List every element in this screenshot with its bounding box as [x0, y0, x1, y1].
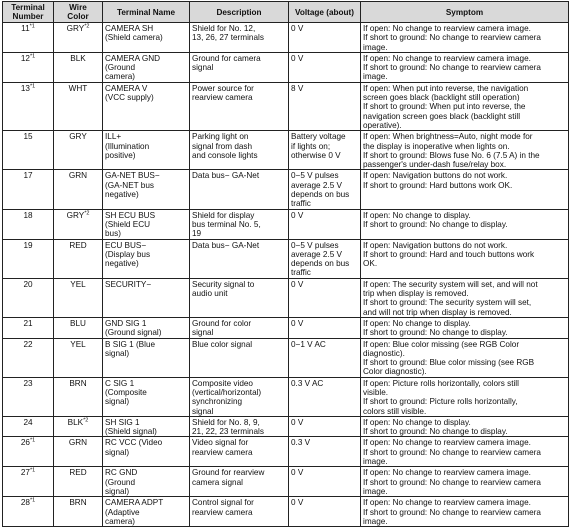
- wire-color: GRY: [66, 24, 85, 33]
- wire-color: YEL: [70, 279, 86, 289]
- terminal-number-footnote: *1: [29, 437, 36, 444]
- terminal-number-cell: [3, 377, 54, 416]
- terminal-number: 20: [23, 279, 33, 289]
- wire-color-cell: [54, 416, 103, 437]
- terminal-name: RC GND (Ground signal): [103, 467, 190, 497]
- terminal-number-footnote: *1: [29, 23, 35, 30]
- wire-color-cell: [54, 437, 103, 467]
- terminal-description: Shield for display bus terminal No. 5, 19: [190, 209, 289, 239]
- terminal-number-cell: [3, 170, 54, 209]
- terminal-symptom: If open: No change to display. If short to ground: No change to display.: [361, 209, 569, 239]
- terminal-symptom: If open: When brightness=Auto, night mode for the display is inoperative when lights on. If short to ground: Blows fuse No. 6 (7.5 A) in the passenger's under-dash fuse/relay box.: [361, 131, 569, 170]
- header-wire-color: Wire Color: [54, 2, 103, 23]
- wire-color-cell: [54, 82, 103, 130]
- wire-color-footnote: *2: [84, 209, 90, 216]
- terminal-voltage: 0.3 V: [289, 437, 361, 467]
- terminal-number: 13: [20, 83, 30, 93]
- wire-color: GRN: [68, 438, 88, 448]
- wire-color-cell: [54, 377, 103, 416]
- terminal-name: ECU BUS− (Display bus negative): [103, 239, 190, 278]
- terminal-symptom: If open: No change to display. If short to ground: No change to display.: [361, 317, 569, 338]
- terminal-number: 28: [20, 498, 30, 508]
- terminal-number-cell: [3, 338, 54, 377]
- terminal-description: Control signal for rearview camera: [190, 497, 289, 527]
- terminal-number: 19: [23, 240, 33, 250]
- terminal-number: 12: [20, 53, 30, 63]
- wire-color-cell: [54, 170, 103, 209]
- terminal-symptom: If open: No change to rearview camera image. If short to ground: No change to rearview camera image.: [361, 467, 569, 497]
- wire-color-cell: [54, 131, 103, 170]
- terminal-voltage: 0 V: [289, 317, 361, 338]
- terminal-number-footnote: *1: [29, 53, 36, 60]
- terminal-description: Data bus− GA-Net: [190, 239, 289, 278]
- terminal-number-cell: [3, 52, 54, 82]
- terminal-voltage: 0 V: [289, 497, 361, 527]
- terminal-number-cell: [3, 239, 54, 278]
- table-row: [3, 416, 569, 437]
- terminal-voltage: 0−1 V AC: [289, 338, 361, 377]
- terminal-symptom: If open: Picture rolls horizontally, colors still visible. If short to ground: Picture rolls horizontally, colors still visible.: [361, 377, 569, 416]
- terminal-description: Shield for No. 8, 9, 21, 22, 23 terminals: [190, 416, 289, 437]
- terminal-voltage: 0−5 V pulses average 2.5 V depends on bus traffic: [289, 239, 361, 278]
- terminal-number: 22: [23, 339, 33, 349]
- wire-color: GRY: [69, 132, 87, 142]
- terminal-number-cell: [3, 416, 54, 437]
- terminal-number-cell: [3, 437, 54, 467]
- terminal-name: C SIG 1 (Composite signal): [103, 377, 190, 416]
- terminal-number-footnote: *1: [29, 497, 36, 504]
- terminal-name: CAMERA SH (Shield camera): [103, 23, 190, 53]
- header-description: Description: [190, 2, 289, 23]
- wire-color: BLU: [70, 318, 86, 328]
- terminal-symptom: If open: No change to display. If short to ground: No change to display.: [361, 416, 569, 437]
- terminal-description: Data bus− GA-Net: [190, 170, 289, 209]
- terminal-number-footnote: *1: [29, 83, 36, 90]
- wire-color: GRY: [66, 210, 85, 220]
- table-row: [3, 467, 569, 497]
- terminal-number: 24: [23, 417, 33, 427]
- table-row: [3, 377, 569, 416]
- terminal-number-cell: [3, 278, 54, 317]
- terminal-number: 26: [20, 438, 30, 448]
- table-row: [3, 338, 569, 377]
- terminal-symptom: If open: Navigation buttons do not work. If short to ground: Hard and touch buttons work OK.: [361, 239, 569, 278]
- terminal-symptom: If open: No change to rearview camera image. If short to ground: No change to rearview camera image.: [361, 23, 569, 53]
- terminal-description: Ground for rearview camera signal: [190, 467, 289, 497]
- terminal-name: CAMERA GND (Ground camera): [103, 52, 190, 82]
- terminal-name: SH ECU BUS (Shield ECU bus): [103, 209, 190, 239]
- terminal-number: 11: [21, 24, 30, 33]
- table-row: [3, 239, 569, 278]
- terminal-name: SH SIG 1 (Shield signal): [103, 416, 190, 437]
- wire-color: WHT: [68, 83, 88, 93]
- terminal-name: GND SIG 1 (Ground signal): [103, 317, 190, 338]
- terminal-name: ILL+ (Illumination positive): [103, 131, 190, 170]
- terminal-number-cell: [3, 209, 54, 239]
- wire-color-cell: [54, 467, 103, 497]
- terminal-number-cell: [3, 82, 54, 130]
- terminal-number-cell: [3, 467, 54, 497]
- terminal-number: 23: [23, 378, 33, 388]
- terminal-voltage: 0 V: [289, 23, 361, 53]
- terminal-number: 18: [23, 210, 33, 220]
- terminal-description: Parking light on signal from dash and console lights: [190, 131, 289, 170]
- terminal-number: 15: [23, 132, 33, 142]
- terminal-number-cell: [3, 497, 54, 527]
- terminal-name: CAMERA ADPT (Adaptive camera): [103, 497, 190, 527]
- header-terminal-name: Terminal Name: [103, 2, 190, 23]
- table-row: [3, 52, 569, 82]
- terminal-voltage: 0 V: [289, 416, 361, 437]
- terminal-number-cell: [3, 131, 54, 170]
- wire-color: BLK: [70, 53, 86, 63]
- wire-color-cell: [54, 317, 103, 338]
- terminal-voltage: 0.3 V AC: [289, 377, 361, 416]
- terminal-description: Power source for rearview camera: [190, 82, 289, 130]
- wire-color: RED: [69, 468, 87, 478]
- wire-color: YEL: [70, 339, 86, 349]
- terminal-number: 17: [23, 171, 33, 181]
- terminal-symptom: If open: Blue color missing (see RGB Color diagnostic). If short to ground: Blue color missing (see RGB Color diagnostic).: [361, 338, 569, 377]
- terminal-voltage: 0 V: [289, 209, 361, 239]
- terminal-name: RC VCC (Video signal): [103, 437, 190, 467]
- table-body: [3, 23, 569, 527]
- table-row: [3, 317, 569, 338]
- table-row: [3, 170, 569, 209]
- terminal-voltage: 0 V: [289, 467, 361, 497]
- terminal-number-footnote: *1: [29, 467, 36, 474]
- wire-color-footnote: *2: [84, 23, 90, 30]
- terminal-description: Ground for camera signal: [190, 52, 289, 82]
- terminal-symptom: If open: When put into reverse, the navigation screen goes black (backlight still operation) If short to ground: When put into reverse, the navigation screen goes black (backlight still operative).: [361, 82, 569, 130]
- table-row: [3, 209, 569, 239]
- terminal-symptom: If open: Navigation buttons do not work. If short to ground: Hard buttons work OK.: [361, 170, 569, 209]
- header-terminal-number: Terminal Number: [3, 2, 54, 23]
- table-row: [3, 437, 569, 467]
- terminal-symptom: If open: No change to rearview camera image. If short to ground: No change to rearview camera image.: [361, 52, 569, 82]
- table-row: [3, 23, 569, 53]
- terminal-number: 21: [23, 318, 33, 328]
- terminal-voltage: 0 V: [289, 52, 361, 82]
- terminal-table: [2, 1, 569, 527]
- table-row: [3, 497, 569, 527]
- terminal-description: Security signal to audio unit: [190, 278, 289, 317]
- terminal-description: Blue color signal: [190, 338, 289, 377]
- terminal-description: Video signal for rearview camera: [190, 437, 289, 467]
- table-row: [3, 278, 569, 317]
- header-voltage: Voltage (about): [289, 2, 361, 23]
- wire-color-cell: [54, 338, 103, 377]
- terminal-voltage: Battery voltage if lights on; otherwise 0 V: [289, 131, 361, 170]
- wire-color: RED: [69, 240, 87, 250]
- wire-color: GRN: [68, 171, 88, 181]
- table-row: [3, 82, 569, 130]
- wire-color: BRN: [69, 378, 87, 388]
- terminal-number: 27: [20, 468, 30, 478]
- header-symptom: Symptom: [361, 2, 569, 23]
- wire-color-cell: [54, 52, 103, 82]
- terminal-description: Composite video (vertical/horizontal) synchronizing signal: [190, 377, 289, 416]
- terminal-number-cell: [3, 23, 54, 53]
- table-row: [3, 131, 569, 170]
- wire-color: BLK: [67, 417, 84, 427]
- terminal-number-cell: [3, 317, 54, 338]
- terminal-symptom: If open: The security system will set, and will not trip when display is removed. If short to ground: The security system will set, and will not trip when display is removed.: [361, 278, 569, 317]
- terminal-name: CAMERA V (VCC supply): [103, 82, 190, 130]
- terminal-voltage: 8 V: [289, 82, 361, 130]
- table-header-row: [3, 2, 569, 23]
- terminal-description: Ground for color signal: [190, 317, 289, 338]
- wire-color-cell: [54, 23, 103, 53]
- wire-color: BRN: [69, 498, 87, 508]
- wire-color-cell: [54, 278, 103, 317]
- wire-color-cell: [54, 497, 103, 527]
- terminal-name: SECURITY−: [103, 278, 190, 317]
- terminal-name: B SIG 1 (Blue signal): [103, 338, 190, 377]
- terminal-name: GA-NET BUS− (GA-NET bus negative): [103, 170, 190, 209]
- terminal-table-container: [2, 1, 568, 527]
- wire-color-footnote: *2: [83, 417, 89, 424]
- terminal-symptom: If open: No change to rearview camera image. If short to ground: No change to rearview camera image.: [361, 497, 569, 527]
- terminal-description: Shield for No. 12, 13, 26, 27 terminals: [190, 23, 289, 53]
- terminal-voltage: 0−5 V pulses average 2.5 V depends on bus traffic: [289, 170, 361, 209]
- terminal-voltage: 0 V: [289, 278, 361, 317]
- wire-color-cell: [54, 239, 103, 278]
- wire-color-cell: [54, 209, 103, 239]
- terminal-symptom: If open: No change to rearview camera image. If short to ground: No change to rearview camera image.: [361, 437, 569, 467]
